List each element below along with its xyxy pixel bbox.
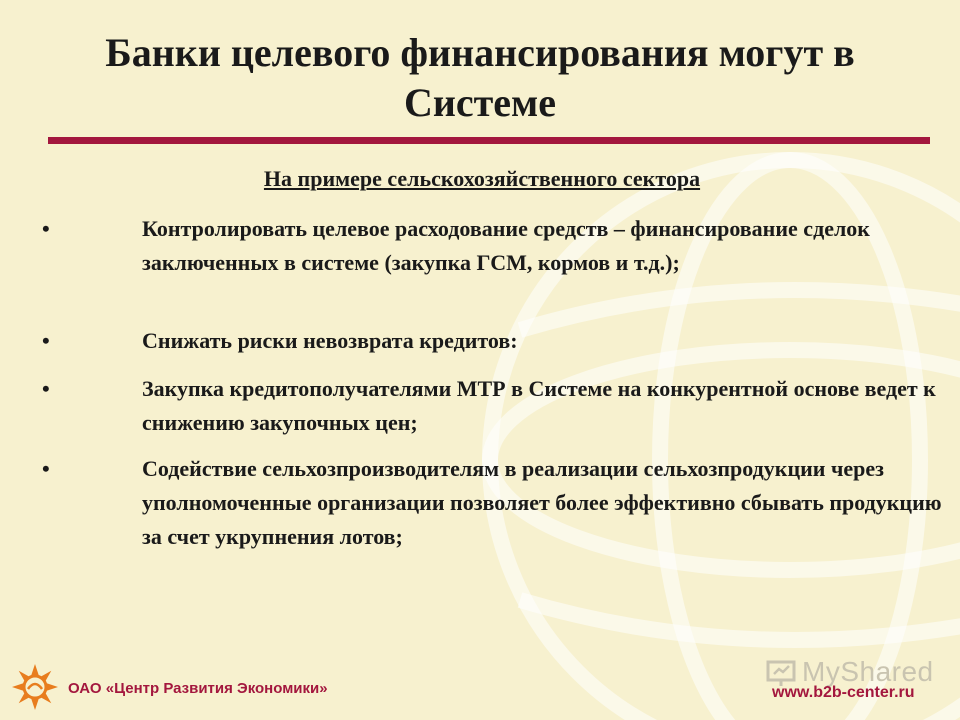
watermark-text: MyShared: [802, 656, 934, 687]
bullet-text: Закупка кредитополучателями МТР в Системе на конкурентной основе ведет к снижению закупочных цен;: [142, 376, 936, 435]
footer-branding: [10, 662, 390, 712]
bullet-text: Содействие сельхозпроизводителям в реализации сельхозпродукции через уполномоченные организации позволяет более эффективно сбывать продукцию за счет укрупнения лотов;: [142, 456, 942, 549]
subtitle-text: На примере сельскохозяйственного сектора: [263, 166, 701, 191]
bullet-marker: •: [42, 456, 50, 481]
slide-title: Банки целевого финансирования могут в Системе: [105, 30, 855, 125]
company-name: ОАО «Центр Развития Экономики»: [68, 680, 328, 697]
bullet-marker: •: [42, 328, 50, 353]
sun-logo-icon: [10, 662, 60, 712]
bullet-text: Снижать риски невозврата кредитов:: [142, 328, 518, 353]
footer-url[interactable]: www.b2b-center.ru: [772, 684, 915, 701]
title-divider: [48, 137, 930, 144]
bullet-marker: •: [42, 376, 50, 401]
bullet-marker: •: [42, 216, 50, 241]
bullet-text: Контролировать целевое расходование средств – финансирование сделок заключенных в системе (закупка ГСМ, кормов и т.д.);: [142, 216, 870, 275]
slide-subtitle: [0, 164, 960, 194]
